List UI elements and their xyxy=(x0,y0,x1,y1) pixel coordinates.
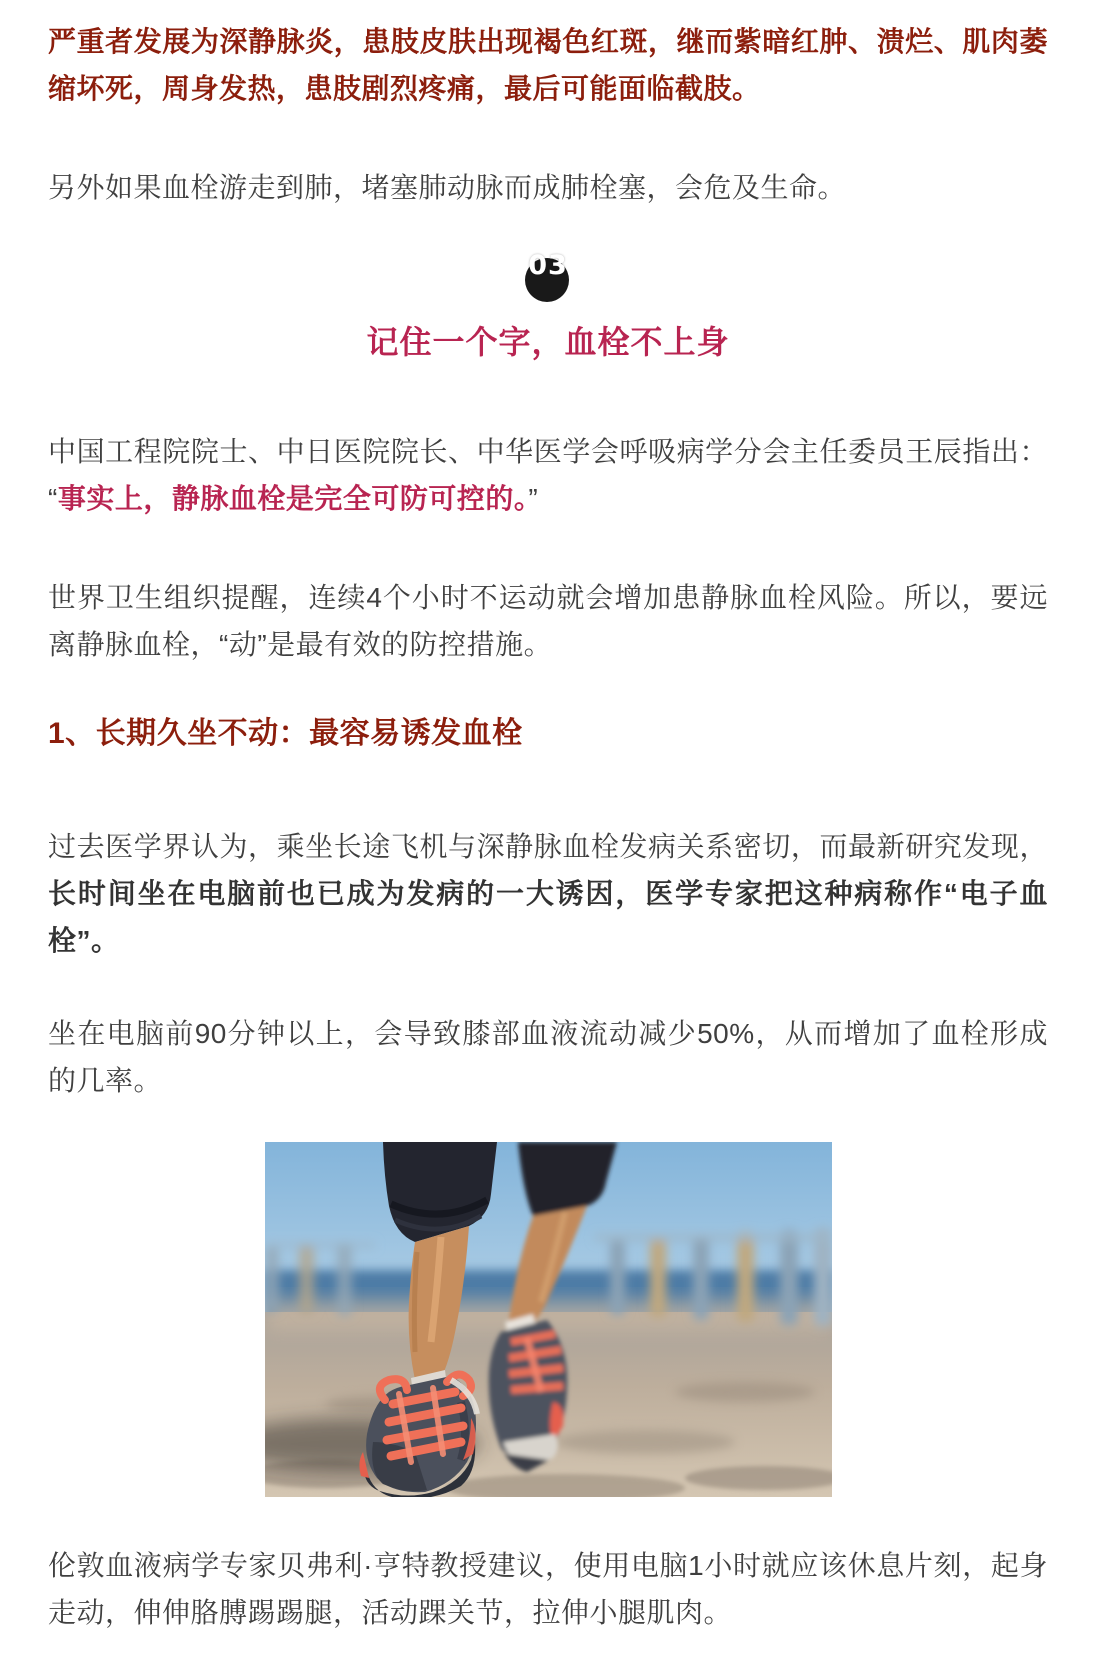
paragraph-e-thrombosis xyxy=(48,823,1048,964)
e-thrombosis-bold: 长时间坐在电脑前也已成为发病的一大诱因，医学专家把这种病称作“电子血栓”。 xyxy=(48,878,1048,956)
paragraph-expert-quote xyxy=(48,428,1048,522)
paragraph-pulmonary-embolism: 另外如果血栓游走到肺，堵塞肺动脉而成肺栓塞，会危及生命。 xyxy=(48,172,847,203)
paragraph-expert-advice: 伦敦血液病学专家贝弗利·亨特教授建议，使用电脑1小时就应该休息片刻，起身走动，伸伸胳膊踢踢腿，活动踝关节，拉伸小腿肌肉。 xyxy=(48,1550,1048,1628)
section-number-badge xyxy=(525,250,571,302)
subheading-sedentary: 1、长期久坐不动：最容易诱发血栓 xyxy=(48,717,523,750)
e-thrombosis-prefix: 过去医学界认为，乘坐长途飞机与深静脉血栓发病关系密切，而最新研究发现， xyxy=(48,831,1048,862)
quote-prefix: 中国工程院院士、中日医院院长、中华医学会呼吸病学分会主任委员王辰指出：“ xyxy=(48,436,1048,514)
paragraph-severe-warning: 严重者发展为深静脉炎，患肢皮肤出现褐色红斑，继而紫暗红肿、溃烂、肌肉萎缩坏死，周身发热，患肢剧烈疼痛，最后可能面临截肢。 xyxy=(48,26,1048,104)
section-number: 03 xyxy=(528,250,568,281)
quote-highlight: 事实上，静脉血栓是完全可防可控的。 xyxy=(57,483,529,514)
paragraph-computer-90min: 坐在电脑前90分钟以上，会导致膝部血液流动减少50%，从而增加了血栓形成的几率。 xyxy=(48,1018,1048,1096)
walking-legs-photo[interactable] xyxy=(265,1142,832,1497)
paragraph-who-reminder: 世界卫生组织提醒，连续4个小时不运动就会增加患静脉血栓风险。所以，要远离静脉血栓，“动”是最有效的防控措施。 xyxy=(48,582,1048,660)
quote-suffix: ” xyxy=(528,483,539,514)
section-title: 记住一个字，血栓不上身 xyxy=(366,324,730,360)
walking-legs-illustration xyxy=(265,1142,832,1497)
